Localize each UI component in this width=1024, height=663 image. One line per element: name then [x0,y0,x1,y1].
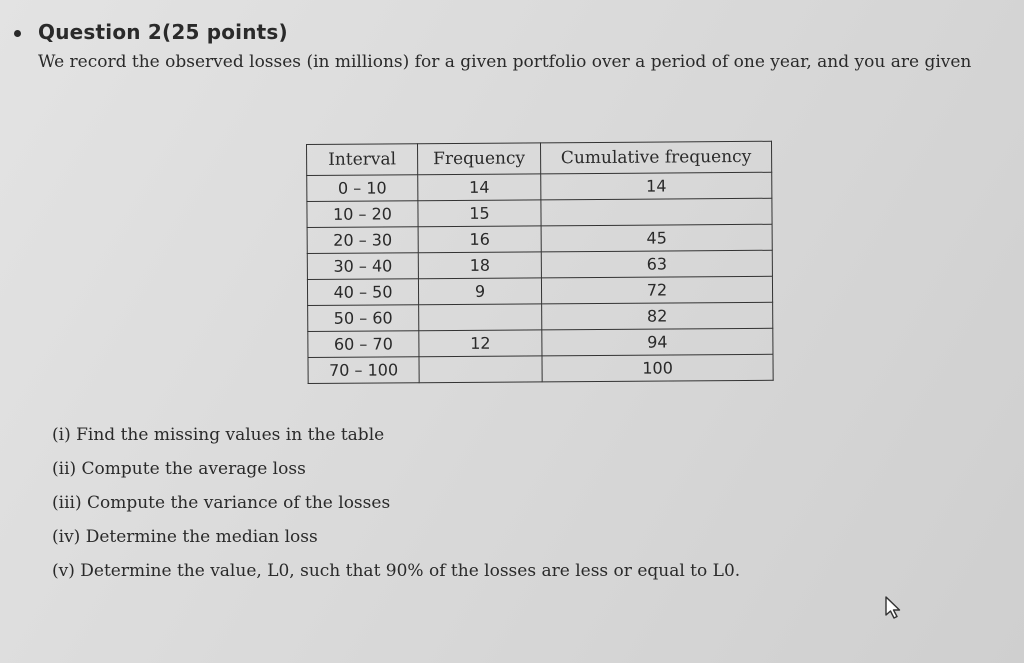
question-title: Question 2(25 points) [38,20,288,44]
task-list [52,418,740,588]
header-cumulative-frequency: Cumulative frequency [540,141,771,174]
question-intro: We record the observed losses (in millions) for a given portfolio over a period of one year, and you are given [38,52,972,72]
table-row [307,276,772,305]
cell-interval: 20 – 30 [307,227,418,254]
header-frequency: Frequency [418,143,541,175]
task-item: (iii) Compute the variance of the losses [52,493,391,513]
cell-frequency: 12 [419,330,542,357]
cell-cumulative [541,198,772,226]
table-row [307,198,772,227]
mouse-pointer-icon [884,596,904,624]
cell-interval: 0 – 10 [307,175,418,202]
cell-interval: 40 – 50 [307,279,418,306]
cell-frequency [419,304,542,331]
task-item: (v) Determine the value, L0, such that 90% of the losses are less or equal to L0. [52,561,741,581]
table-row [307,172,772,201]
cell-cumulative: 45 [541,224,772,252]
cell-cumulative: 82 [542,302,773,330]
task-item: (i) Find the missing values in the table [52,425,385,445]
cell-interval: 30 – 40 [307,253,418,280]
frequency-table [306,141,774,384]
table-row [308,328,773,357]
bullet-icon [14,30,21,37]
header-interval: Interval [307,144,418,176]
cell-cumulative: 14 [541,172,772,200]
cell-cumulative: 94 [542,328,773,356]
cell-frequency: 16 [418,226,541,253]
cell-cumulative: 72 [541,276,772,304]
cell-interval: 50 – 60 [308,305,419,332]
table-header-row [307,141,772,175]
cell-frequency: 18 [418,252,541,279]
cell-interval: 10 – 20 [307,201,418,228]
cell-frequency: 14 [418,174,541,201]
cell-frequency: 15 [418,200,541,227]
table-row [308,302,773,331]
cell-interval: 70 – 100 [308,357,419,384]
cell-frequency: 9 [418,278,541,305]
task-item: (ii) Compute the average loss [52,459,306,479]
cell-frequency [419,356,542,383]
task-item: (iv) Determine the median loss [52,527,318,547]
cell-interval: 60 – 70 [308,331,419,358]
table-row [307,250,772,279]
cell-cumulative: 63 [541,250,772,278]
table-row [308,354,773,383]
table-row [307,224,772,253]
cell-cumulative: 100 [542,354,773,382]
